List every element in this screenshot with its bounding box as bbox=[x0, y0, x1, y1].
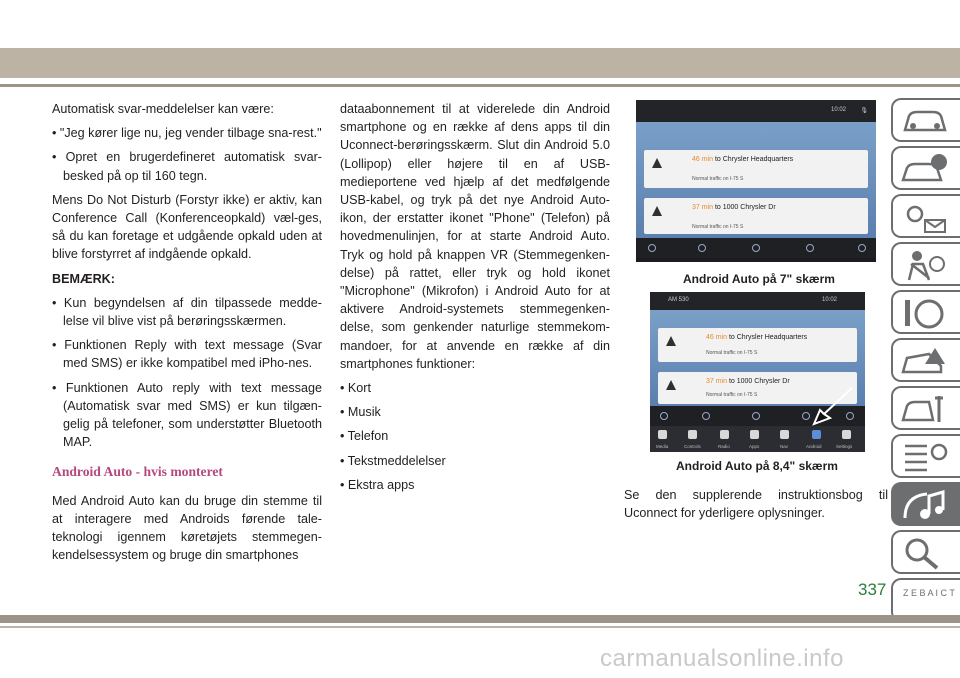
dock-label: Media bbox=[656, 444, 669, 449]
feature-list-item: • Musik bbox=[340, 405, 381, 420]
tab-search[interactable] bbox=[891, 530, 960, 574]
watermark-text: carmanualsonline.info bbox=[600, 645, 844, 672]
maintenance-checklist-icon bbox=[899, 440, 949, 474]
supplement-paragraph: Se den supplerende instruktionsbog til Uconnect for yderligere oplysninger. bbox=[624, 488, 888, 521]
text-column-2 bbox=[340, 100, 610, 500]
footer-band bbox=[0, 615, 960, 623]
tab-car-service[interactable] bbox=[891, 386, 960, 430]
multimedia-icon bbox=[899, 488, 949, 522]
index-letters-icon bbox=[899, 584, 955, 618]
mic-icon: 🎙 bbox=[860, 108, 868, 114]
caption-8in: Android Auto på 8,4" skærm bbox=[676, 459, 838, 473]
status-bar bbox=[636, 100, 876, 122]
headphones-icon bbox=[806, 244, 814, 252]
dock-label: Apps bbox=[749, 444, 760, 449]
traffic-text: Normal traffic on I-75 S bbox=[692, 224, 744, 230]
navigation-arrow-icon bbox=[666, 380, 676, 390]
page-number: 337 bbox=[858, 580, 887, 599]
exit-icon bbox=[858, 244, 866, 252]
phone-icon bbox=[702, 412, 710, 420]
feature-list-item: • Ekstra apps bbox=[340, 477, 415, 492]
radio-icon bbox=[720, 430, 729, 439]
caption-7in: Android Auto på 7" skærm bbox=[683, 272, 835, 286]
clock-text: 10:02 bbox=[830, 107, 846, 113]
eta-text: 37 min bbox=[706, 378, 728, 385]
traffic-text: Normal traffic on I-75 S bbox=[706, 350, 758, 356]
tab-dashboard-lights[interactable] bbox=[891, 194, 960, 238]
destination-text: to 1000 Chrysler Dr bbox=[714, 204, 776, 211]
dock-label: Radio bbox=[718, 444, 730, 449]
note-item: • Kun begyndelsen af din tilpassede medde-lelse vil blive vist på berøringsskærmen. bbox=[52, 295, 322, 329]
note-heading: BEMÆRK: bbox=[52, 271, 115, 286]
feature-list-item: • Tekstmeddelelser bbox=[340, 453, 446, 468]
clock-text: 10:02 bbox=[821, 297, 837, 303]
tab-multimedia[interactable] bbox=[891, 482, 960, 526]
nav-icon bbox=[660, 412, 668, 420]
dock-label: Nav bbox=[780, 444, 789, 449]
feature-list-item: • Telefon bbox=[340, 429, 389, 444]
android-auto-8in-screenshot bbox=[650, 292, 865, 452]
radio-text: AM 530 bbox=[668, 297, 689, 303]
destination-text: to Chrysler Headquarters bbox=[728, 334, 808, 341]
android-auto-icon bbox=[812, 430, 821, 439]
tab-car-front[interactable] bbox=[891, 98, 960, 142]
uconnect-dock bbox=[650, 426, 865, 452]
controls-icon bbox=[688, 430, 697, 439]
eta-text: 46 min bbox=[692, 156, 714, 163]
bullet-item: • Opret en brugerdefineret automatisk svar-besked på op til 160 tegn. bbox=[52, 150, 322, 183]
home-icon bbox=[752, 412, 760, 420]
eta-text: 37 min bbox=[692, 204, 714, 211]
text-column-1 bbox=[52, 100, 322, 570]
dock-label: Android bbox=[806, 444, 822, 449]
android-auto-7in-screenshot bbox=[636, 100, 876, 262]
navigation-arrow-icon bbox=[666, 336, 676, 346]
settings-icon bbox=[842, 430, 851, 439]
header-rule bbox=[0, 84, 960, 87]
search-icon bbox=[899, 536, 949, 570]
header-band bbox=[0, 48, 960, 78]
nav-app-icon bbox=[780, 430, 789, 439]
destination-text: to 1000 Chrysler Dr bbox=[728, 378, 790, 385]
tab-seatbelt-airbag[interactable] bbox=[891, 242, 960, 286]
destination-text: to Chrysler Headquarters bbox=[714, 156, 794, 163]
media-icon bbox=[658, 430, 667, 439]
car-emergency-icon bbox=[899, 344, 949, 378]
tab-car-emergency[interactable] bbox=[891, 338, 960, 382]
android-auto-paragraph: dataabonnement til at viderelede din Android smartphone og en række af dens apps til din Uconnect-berøringsskærm. Slut din Android 5.0 (Lollipop) eller højere til en af USB-medieportene ved hjælp af det medfølgende USB-kabel, og tryk på det nye Android Auto-ikon, der erstatter ikonet "Phone" (Telefon) på hovedmenulinjen, for at starte Android Auto. Tryk og hold på knappen VR (Stemmegenken-delse) på rattet, eller tryk og hold ikonet "Microphone" (Mikrofon) i Android Auto for at aktivere Android-systemets stemmegenken-delse, som genkender naturlige stemmekom-mandoer, for at anvende en række af din smartphones funktioner: bbox=[340, 102, 610, 371]
car-front-icon bbox=[899, 104, 949, 138]
dnd-paragraph: Mens Do Not Disturb (Forstyr ikke) er aktiv, kan Conference Call (Konferenceopkald) væl-ges, så du kan foretage et udgående opkald uden at blive forstyrret af indgående opkald. bbox=[52, 192, 322, 262]
tab-steering[interactable] bbox=[891, 290, 960, 334]
navigation-arrow-icon bbox=[652, 158, 662, 168]
android-nav-bar bbox=[636, 238, 876, 258]
feature-list-item: • Kort bbox=[340, 381, 372, 396]
seatbelt-airbag-icon bbox=[899, 248, 949, 282]
status-bar bbox=[650, 292, 865, 310]
dock-label: Controls bbox=[684, 444, 701, 449]
note-item: • Funktionen Auto reply with text message (Automatisk svar med SMS) er kun tilgæn-gelig på telefoner, som understøtter Bluetooth MAP. bbox=[52, 380, 322, 450]
route-card bbox=[644, 150, 868, 188]
section-heading: Android Auto - hvis monteret bbox=[52, 464, 223, 480]
steering-wheel-icon bbox=[899, 296, 949, 330]
tab-car-warning[interactable] bbox=[891, 146, 960, 190]
footer-rule bbox=[0, 626, 960, 628]
nav-icon bbox=[648, 244, 656, 252]
route-card bbox=[644, 198, 868, 234]
section-paragraph: Med Android Auto kan du bruge din stemme til at interagere med Androids førende tale-teknologi igennem køretøjets stemmegen-kendelsessystem og bruge din smartphones bbox=[52, 493, 322, 563]
pointer-arrow-icon bbox=[808, 384, 856, 428]
eta-text: 46 min bbox=[706, 334, 728, 341]
bullet-item: • "Jeg kører lige nu, jeg vender tilbage sna-rest." bbox=[52, 126, 322, 141]
note-item: • Funktionen Reply with text message (Svar med SMS) er ikke kompatibel med iPho-nes. bbox=[52, 338, 322, 371]
dock-label: Settings bbox=[836, 444, 853, 449]
car-service-icon bbox=[899, 392, 949, 426]
car-warning-icon bbox=[899, 152, 949, 186]
tab-maintenance[interactable] bbox=[891, 434, 960, 478]
dashboard-lights-icon bbox=[899, 200, 949, 234]
traffic-text: Normal traffic on I-75 S bbox=[706, 392, 758, 398]
home-icon bbox=[752, 244, 760, 252]
intro-paragraph: Automatisk svar-meddelelser kan være: bbox=[52, 102, 274, 116]
route-card bbox=[658, 328, 857, 362]
apps-icon bbox=[750, 430, 759, 439]
index-letters: Z E B A I C T bbox=[903, 588, 955, 598]
traffic-text: Normal traffic on I-75 S bbox=[692, 176, 744, 182]
navigation-arrow-icon bbox=[652, 206, 662, 216]
phone-icon bbox=[698, 244, 706, 252]
